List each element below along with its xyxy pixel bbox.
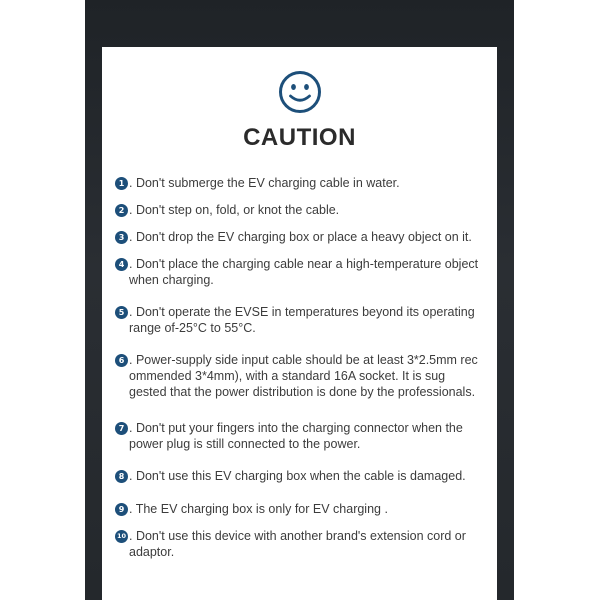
item-text: . Don't step on, fold, or knot the cable. (129, 203, 340, 217)
item-text: . Don't use this EV charging box when the cable is damaged. (129, 469, 466, 483)
item-number-badge: 1 (115, 177, 128, 190)
item-text: . Don't place the charging cable near a high-temperature object when charging. (129, 257, 479, 287)
item-text: . The EV charging box is only for EV charging . (129, 502, 388, 516)
item-number-badge: 3 (115, 231, 128, 244)
caution-card (102, 47, 497, 600)
item-text: . Don't submerge the EV charging cable in water. (129, 176, 400, 190)
item-number-badge: 10 (115, 530, 128, 543)
item-text: . Don't drop the EV charging box or place a heavy object on it. (129, 230, 472, 244)
item-text: . Don't use this device with another brand's extension cord or adaptor. (129, 529, 466, 559)
caution-title: CAUTION (243, 124, 356, 151)
item-number-badge: 6 (115, 354, 128, 367)
item-number-badge: 8 (115, 470, 128, 483)
item-number-badge: 5 (115, 306, 128, 319)
item-number-badge: 9 (115, 503, 128, 516)
item-text: . Power-supply side input cable should be at least 3*2.5mm rec ommended 3*4mm), with a standard 16A socket. It is sug gested that the power distribution is done by the professionals. (129, 353, 478, 399)
item-text: . Don't put your fingers into the charging connector when the power plug is still connected to the power. (129, 421, 463, 451)
item-text: . Don't operate the EVSE in temperatures beyond its operating range of-25°C to 55°C. (129, 305, 475, 335)
caution-list (102, 47, 497, 600)
item-number-badge: 7 (115, 422, 128, 435)
item-number-badge: 2 (115, 204, 128, 217)
item-number-badge: 4 (115, 258, 128, 271)
